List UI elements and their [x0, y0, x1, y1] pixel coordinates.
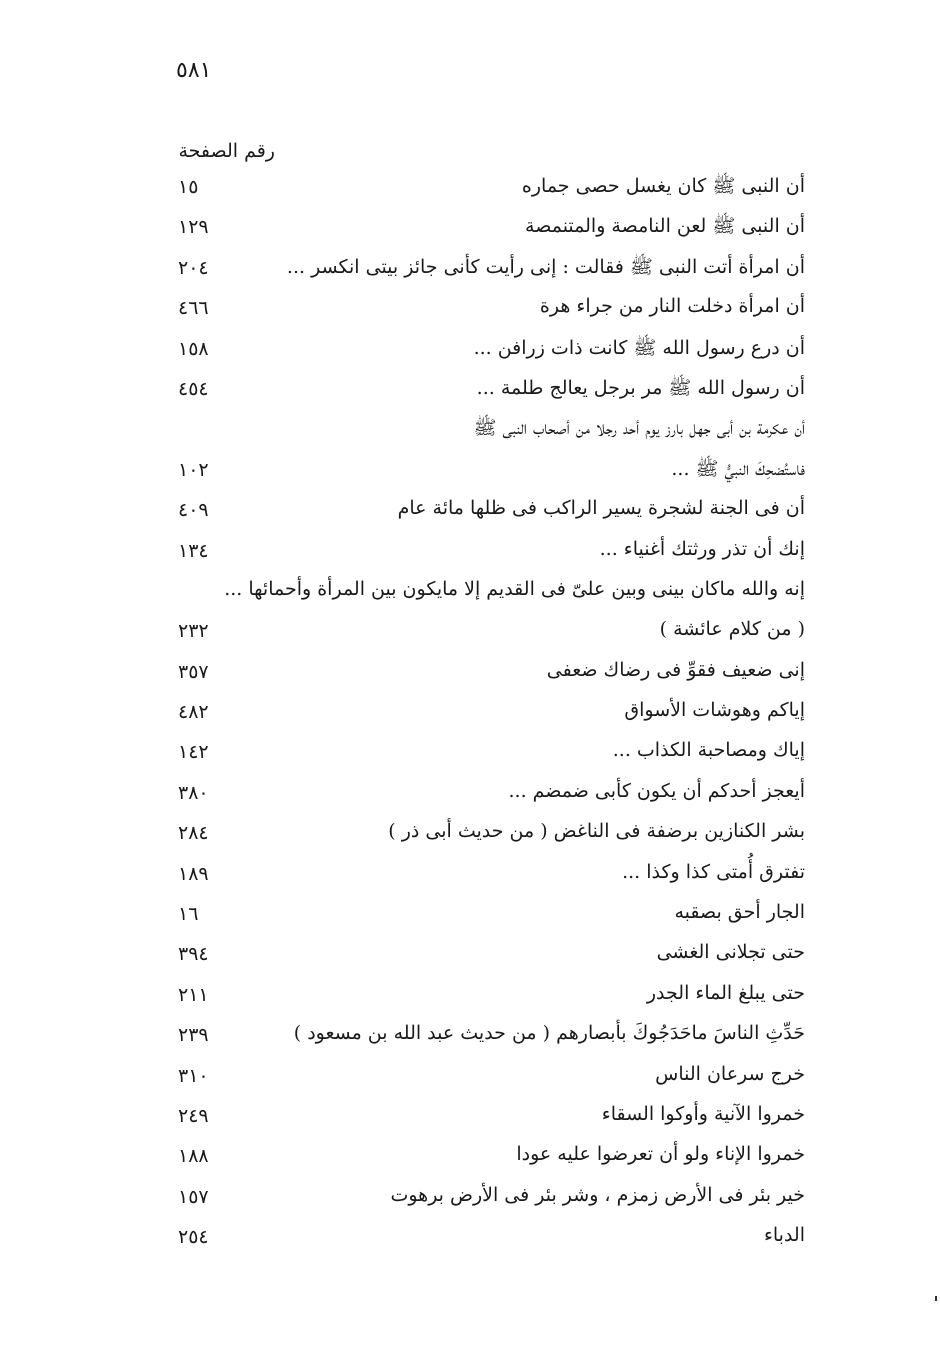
index-entry — [0, 251, 940, 291]
entry-page-number: ٤٨٢ — [178, 701, 209, 724]
entry-text: إنى ضعيف فقوِّ فى رضاك ضعفى — [546, 658, 805, 681]
entry-text: أن درع رسول الله ﷺ كانت ذات زرافن ... — [473, 336, 805, 359]
entry-page-number: ٢٠٤ — [178, 256, 209, 279]
entry-page-number: ١٠٢ — [178, 458, 209, 481]
entry-page-number: ٢٤٩ — [178, 1104, 209, 1127]
index-entry — [0, 493, 940, 533]
entry-text: خمروا الإناء ولو أن تعرضوا عليه عودا — [516, 1143, 805, 1166]
entry-page-number: ١٣٤ — [178, 539, 209, 562]
entry-text: إنك أن تذر ورثتك أغنياء ... — [599, 537, 805, 560]
entry-text: أن فى الجنة لشجرة يسير الراكب فى ظلها مائة عام — [397, 497, 805, 520]
entry-text: خمروا الآنية وأوكوا السقاء — [601, 1102, 805, 1125]
index-entry — [0, 332, 940, 372]
index-entry — [0, 776, 940, 816]
index-entry — [0, 372, 940, 412]
entry-text: الدباء — [763, 1224, 805, 1247]
entry-page-number: ٢٣٩ — [178, 1024, 209, 1047]
index-entry — [0, 1180, 940, 1220]
entry-text: أيعجز أحدكم أن يكون كأبى ضمضم ... — [508, 779, 805, 802]
entry-text: حَدِّثِ الناسَ ماحَدَجُوكَ بأبصارهم ( من حديث عبد الله بن مسعود ) — [293, 1022, 805, 1045]
entry-text: حتى تجلانى الغشى — [656, 941, 805, 964]
index-entry — [0, 1059, 940, 1099]
entry-page-number: ٢٣٢ — [178, 620, 209, 643]
entry-text: أن رسول الله ﷺ مر برجل يعالج طلمة ... — [476, 376, 805, 399]
index-entry — [0, 816, 940, 856]
scan-edge-mark — [935, 1296, 937, 1301]
entry-page-number: ٣٨٠ — [178, 781, 209, 804]
entry-text: الجار أحق بصقبه — [674, 901, 805, 924]
index-entry — [0, 857, 940, 897]
entry-text: خير بئر فى الأرض زمزم ، وشر بئر فى الأرض برهوت — [390, 1183, 805, 1206]
index-entry — [0, 1099, 940, 1139]
entry-page-number: ٤٦٦ — [178, 297, 209, 320]
index-entry — [0, 412, 940, 452]
entry-page-number: ٣٩٤ — [178, 943, 209, 966]
index-entry — [0, 978, 940, 1018]
entry-page-number: ١٥ — [178, 176, 199, 198]
entry-page-number: ٤٠٩ — [178, 499, 209, 522]
index-entry — [0, 897, 940, 937]
index-entry — [0, 695, 940, 735]
entry-page-number: ٢١١ — [178, 983, 209, 1006]
index-entry — [0, 1018, 940, 1058]
index-entry — [0, 1220, 940, 1260]
entry-text: حتى يبلغ الماء الجدر — [646, 981, 805, 1004]
entry-page-number: ١٨٨ — [178, 1145, 209, 1168]
entry-page-number: ١٤٢ — [178, 741, 209, 764]
entry-page-number: ١٨٩ — [178, 862, 209, 885]
entry-page-number: ٢٨٤ — [178, 822, 209, 845]
entry-page-number: ٤٥٤ — [178, 377, 209, 400]
index-entry — [0, 210, 940, 250]
entry-text: ( من كلام عائشة ) — [659, 618, 805, 641]
index-entry — [0, 534, 940, 574]
page-column-header: رقم الصفحة — [178, 140, 275, 162]
entry-text: خرج سرعان الناس — [655, 1062, 805, 1085]
entry-text: بشر الكنازين برضفة فى الناغض ( من حديث أبى ذر ) — [388, 820, 805, 843]
entry-text: إنه والله ماكان بينى وبين علىّ فى القديم إلا مايكون بين المرأة وأحمائها ... — [224, 577, 805, 600]
index-entry — [0, 170, 940, 210]
index-entry — [0, 574, 940, 614]
entry-text: أن امرأة أتت النبى ﷺ فقالت : إنى رأيت كأنى جائز بيتى انكسر ... — [286, 255, 805, 278]
entry-text: تفترق أُمتى كذا وكذا ... — [622, 860, 805, 883]
entry-page-number: ١٥٨ — [178, 337, 209, 360]
index-entry — [0, 1139, 940, 1179]
index-entry — [0, 291, 940, 331]
entry-page-number: ٣٥٧ — [178, 660, 209, 683]
entry-page-number: ٣١٠ — [178, 1064, 209, 1087]
entry-text: أن النبى ﷺ كان يغسل حصى جماره — [521, 175, 805, 197]
entry-text: إياكم وهوشات الأسواق — [624, 699, 805, 722]
entry-text: فاستُضحِكَ النبيُّ ﷺ ... — [671, 457, 805, 480]
entry-text: أن امرأة دخلت النار من جراء هرة — [539, 295, 805, 318]
index-entry — [0, 735, 940, 775]
page-number: ٥٨١ — [176, 58, 212, 83]
entry-page-number: ١٥٧ — [178, 1185, 209, 1208]
index-entry — [0, 614, 940, 654]
entry-text: إياك ومصاحبة الكذاب ... — [612, 739, 805, 762]
entry-text: أن النبى ﷺ لعن النامصة والمتنمصة — [525, 215, 805, 238]
index-entry — [0, 453, 940, 493]
index-entry — [0, 937, 940, 977]
entry-page-number: ٢٥٤ — [178, 1226, 209, 1249]
entry-page-number: ١٢٩ — [178, 216, 209, 239]
entry-text: أن عكرمة بن أبى جهل بارز يوم أحد رجلا من أصحاب النبى ﷺ — [473, 417, 805, 440]
entry-page-number: ١٦ — [178, 903, 199, 926]
hadith-index-list — [0, 170, 940, 1261]
index-entry — [0, 655, 940, 695]
